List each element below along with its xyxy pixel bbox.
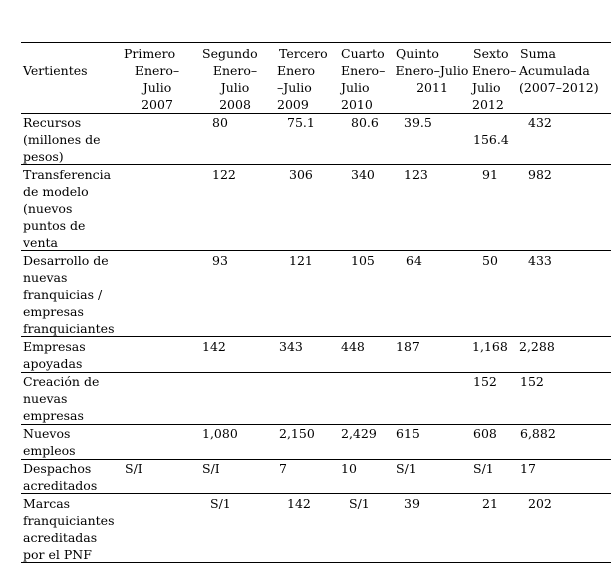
cell-value: 1,168 bbox=[472, 339, 508, 354]
cell-value: 306 bbox=[289, 167, 313, 182]
cell-value: 91 bbox=[482, 167, 498, 182]
cell-value: 64 bbox=[406, 253, 422, 268]
row-label: Marcas franquiciantes acreditadas por el PNF bbox=[23, 496, 115, 562]
cell-value: 2,288 bbox=[519, 339, 555, 354]
cell-value: 123 bbox=[404, 167, 428, 182]
column-title: Sexto bbox=[473, 46, 509, 61]
row-label: Recursos (millones de pesos) bbox=[23, 115, 101, 164]
cell-value: 982 bbox=[528, 167, 552, 182]
cell-value: 2,429 bbox=[341, 426, 377, 441]
table-top-rule bbox=[21, 42, 611, 43]
cell-value: 615 bbox=[396, 426, 420, 441]
cell-value: 343 bbox=[279, 339, 303, 354]
cell-value: S/I bbox=[125, 461, 143, 476]
cell-value: S/1 bbox=[473, 461, 494, 476]
cell-value: 80 bbox=[212, 115, 228, 130]
cell-value: 10 bbox=[341, 461, 357, 476]
cell-value: S/1 bbox=[349, 496, 370, 511]
cell-value: 75.1 bbox=[287, 115, 315, 130]
column-period: Enero– Julio 2012 bbox=[472, 63, 517, 112]
cell-value: 448 bbox=[341, 339, 365, 354]
cell-value: 608 bbox=[473, 426, 497, 441]
column-period: Enero–Julio 2007 bbox=[134, 63, 180, 112]
column-title: Cuarto bbox=[341, 46, 385, 61]
cell-value: 17 bbox=[520, 461, 536, 476]
row-label: Transferencia de modelo (nuevos puntos de venta bbox=[23, 167, 112, 250]
row-label: Creación de nuevas empresas bbox=[23, 374, 100, 423]
cell-value: 39.5 bbox=[404, 115, 432, 130]
row-rule bbox=[21, 493, 611, 494]
column-period: Enero–Julio 2008 bbox=[212, 63, 258, 112]
row-header-label: Vertientes bbox=[23, 63, 88, 78]
cell-value: S/1 bbox=[396, 461, 417, 476]
row-label: Nuevos empleos bbox=[23, 426, 76, 458]
row-label: Desarrollo de nuevas franquicias / empresas franquiciantes bbox=[23, 253, 115, 336]
cell-value: 80.6 bbox=[351, 115, 379, 130]
cell-value: 122 bbox=[212, 167, 236, 182]
cell-value: 39 bbox=[404, 496, 420, 511]
row-rule bbox=[21, 164, 611, 165]
column-title: Suma bbox=[520, 46, 556, 61]
column-period: Enero– Julio 2010 bbox=[341, 63, 386, 112]
column-period: Enero–Julio 2011 bbox=[395, 63, 469, 95]
cell-value: 152 bbox=[473, 374, 497, 389]
column-title: Tercero bbox=[279, 46, 328, 61]
column-title: Quinto bbox=[396, 46, 439, 61]
cell-value: 156.4 bbox=[473, 132, 509, 147]
header-bottom-rule bbox=[21, 113, 611, 114]
column-title: Primero bbox=[124, 46, 176, 61]
cell-value: 433 bbox=[528, 253, 552, 268]
cell-value: 142 bbox=[287, 496, 311, 511]
cell-value: 21 bbox=[482, 496, 498, 511]
cell-value: S/1 bbox=[210, 496, 231, 511]
cell-value: 7 bbox=[279, 461, 287, 476]
cell-value: 2,150 bbox=[279, 426, 315, 441]
column-title: Segundo bbox=[202, 46, 258, 61]
cell-value: 142 bbox=[202, 339, 226, 354]
cell-value: 6,882 bbox=[520, 426, 556, 441]
cell-value: 187 bbox=[396, 339, 420, 354]
row-label: Empresas apoyadas bbox=[23, 339, 86, 371]
cell-value: 93 bbox=[212, 253, 228, 268]
cell-value: 340 bbox=[351, 167, 375, 182]
cell-value: 202 bbox=[528, 496, 552, 511]
cell-value: 121 bbox=[289, 253, 313, 268]
column-period: Acumulada (2007–2012) bbox=[519, 63, 599, 95]
column-period: Enero –Julio 2009 bbox=[277, 63, 316, 112]
cell-value: 50 bbox=[482, 253, 498, 268]
cell-value: 152 bbox=[520, 374, 544, 389]
cell-value: 105 bbox=[351, 253, 375, 268]
cell-value: 432 bbox=[528, 115, 552, 130]
row-label: Despachos acreditados bbox=[23, 461, 98, 493]
cell-value: 1,080 bbox=[202, 426, 238, 441]
cell-value: S/I bbox=[202, 461, 220, 476]
